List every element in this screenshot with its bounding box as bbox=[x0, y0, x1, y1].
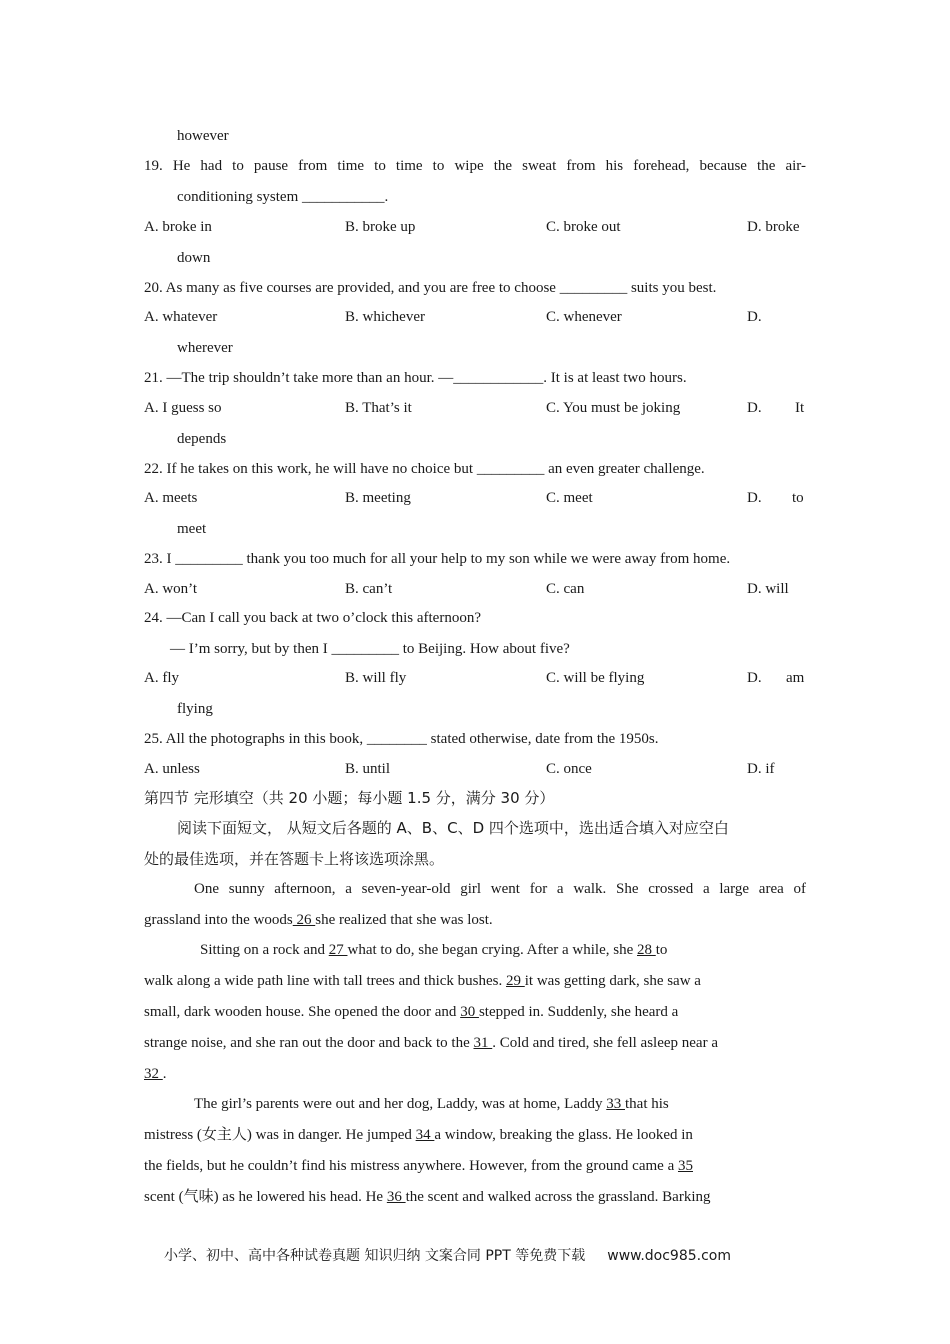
q24-option-d-wrap: flying bbox=[177, 701, 213, 717]
footer-text: 小学、初中、高中各种试卷真题 知识归纳 文案合同 PPT 等免费下载 bbox=[164, 1248, 586, 1264]
instructions-line-2: 处的最佳选项，并在答题卡上将该选项涂黑。 bbox=[144, 850, 445, 868]
question-21: 21. —The trip shouldn’t take more than an hour. —____________. It is at least two hours. bbox=[144, 370, 687, 386]
question-19: 19. He had to pause from time to time to wipe the sweat from his forehead, because the air- bbox=[144, 158, 806, 174]
q20-option-c: C. whenever bbox=[546, 309, 622, 325]
q19-option-d-wrap: down bbox=[177, 250, 211, 266]
passage-p3-line-3: the fields, but he couldn’t find his mistress anywhere. However, from the ground came a 35 bbox=[144, 1158, 693, 1174]
q23-option-a: A. won’t bbox=[144, 581, 198, 597]
q25-option-a: A. unless bbox=[144, 761, 200, 777]
q25-option-b: B. until bbox=[345, 761, 391, 777]
q19-option-d: D. broke bbox=[747, 219, 800, 235]
passage-p1-line-2: grassland into the woods 26 she realized that she was lost. bbox=[144, 912, 493, 928]
q21-option-a: A. I guess so bbox=[144, 400, 222, 416]
q20-option-d: D. bbox=[747, 309, 762, 325]
blank-28: 28 bbox=[637, 942, 656, 958]
q19-option-b: B. broke up bbox=[345, 219, 416, 235]
question-22: 22. If he takes on this work, he will have no choice but _________ an even greater challenge. bbox=[144, 461, 705, 477]
q21-option-b: B. That’s it bbox=[345, 400, 412, 416]
page-footer bbox=[164, 1245, 731, 1265]
question-24: 24. —Can I call you back at two o’clock this afternoon? bbox=[144, 610, 481, 626]
passage-p2-line-5: 32 . bbox=[144, 1066, 167, 1082]
blank-31: 31 bbox=[473, 1035, 493, 1051]
q24-option-d: D. bbox=[747, 670, 762, 686]
q21-option-d: D. bbox=[747, 400, 762, 416]
blank-34: 34 bbox=[415, 1127, 435, 1143]
q21-option-d-wrap: depends bbox=[177, 431, 227, 447]
q23-option-b: B. can’t bbox=[345, 581, 393, 597]
blank-27: 27 bbox=[328, 942, 348, 958]
passage-p2-line-4: strange noise, and she ran out the door and back to the 31 . Cold and tired, she fell asleep near a bbox=[144, 1035, 718, 1051]
blank-30: 30 bbox=[460, 1004, 479, 1020]
passage-p3-line-2: mistress (女主人) was in danger. He jumped 34 a window, breaking the glass. He looked in bbox=[144, 1127, 693, 1143]
passage-p3-line-1: The girl’s parents were out and her dog, Laddy, was at home, Laddy 33 that his bbox=[194, 1096, 669, 1112]
q22-option-c: C. meet bbox=[546, 490, 593, 506]
q24-option-d-text: am bbox=[786, 670, 805, 686]
q25-option-d: D. if bbox=[747, 761, 775, 777]
q19-option-c: C. broke out bbox=[546, 219, 621, 235]
q21-option-d-text: It bbox=[795, 400, 805, 416]
passage-p2-line-2: walk along a wide path line with tall trees and thick bushes. 29 it was getting dark, she saw a bbox=[144, 973, 701, 989]
blank-35: 35 bbox=[677, 1158, 693, 1174]
q23-option-c: C. can bbox=[546, 581, 585, 597]
instructions-line-1: 阅读下面短文， 从短文后各题的 A、B、C、D 四个选项中，选出适合填入对应空白 bbox=[177, 819, 729, 837]
section-4-heading: 第四节 完形填空（共 20 小题；每小题 1.5 分，满分 30 分） bbox=[144, 789, 555, 807]
question-24-reply: — I’m sorry, but by then I _________ to Beijing. How about five? bbox=[170, 641, 570, 657]
q20-option-d-wrap: wherever bbox=[177, 340, 233, 356]
q23-option-d: D. will bbox=[747, 581, 789, 597]
q22-option-d-text: to bbox=[792, 490, 804, 506]
blank-29: 29 bbox=[506, 973, 525, 989]
q19-option-a: A. broke in bbox=[144, 219, 212, 235]
blank-26: 26 bbox=[292, 912, 316, 928]
passage-p1-line-1: One sunny afternoon, a seven-year-old girl went for a walk. She crossed a large area of bbox=[194, 881, 806, 897]
blank-32: 32 bbox=[144, 1066, 163, 1082]
q20-option-a: A. whatever bbox=[144, 309, 218, 325]
question-25: 25. All the photographs in this book, ________ stated otherwise, date from the 1950s. bbox=[144, 731, 659, 747]
passage-p2-line-1: Sitting on a rock and 27 what to do, she began crying. After a while, she 28 to bbox=[200, 942, 668, 958]
question-20: 20. As many as five courses are provided, and you are free to choose _________ suits you best. bbox=[144, 280, 717, 296]
q22-option-d: D. bbox=[747, 490, 762, 506]
passage-p2-line-3: small, dark wooden house. She opened the door and 30 stepped in. Suddenly, she heard a bbox=[144, 1004, 679, 1020]
q25-option-c: C. once bbox=[546, 761, 592, 777]
q22-option-a: A. meets bbox=[144, 490, 198, 506]
question-19-cont: conditioning system ___________. bbox=[177, 189, 389, 205]
q21-option-c: C. You must be joking bbox=[546, 400, 681, 416]
q18-option-wrap: however bbox=[177, 128, 229, 144]
blank-36: 36 bbox=[386, 1189, 406, 1205]
question-23: 23. I _________ thank you too much for all your help to my son while we were away from home. bbox=[144, 551, 731, 567]
passage-p3-line-4: scent (气味) as he lowered his head. He 36 the scent and walked across the grassland. Barking bbox=[144, 1189, 711, 1205]
q24-option-a: A. fly bbox=[144, 670, 179, 686]
q24-option-b: B. will fly bbox=[345, 670, 407, 686]
q20-option-b: B. whichever bbox=[345, 309, 425, 325]
footer-url[interactable]: www.doc985.com bbox=[607, 1248, 731, 1264]
q24-option-c: C. will be flying bbox=[546, 670, 645, 686]
q22-option-d-wrap: meet bbox=[177, 521, 207, 537]
blank-33: 33 bbox=[606, 1096, 625, 1112]
q22-option-b: B. meeting bbox=[345, 490, 411, 506]
